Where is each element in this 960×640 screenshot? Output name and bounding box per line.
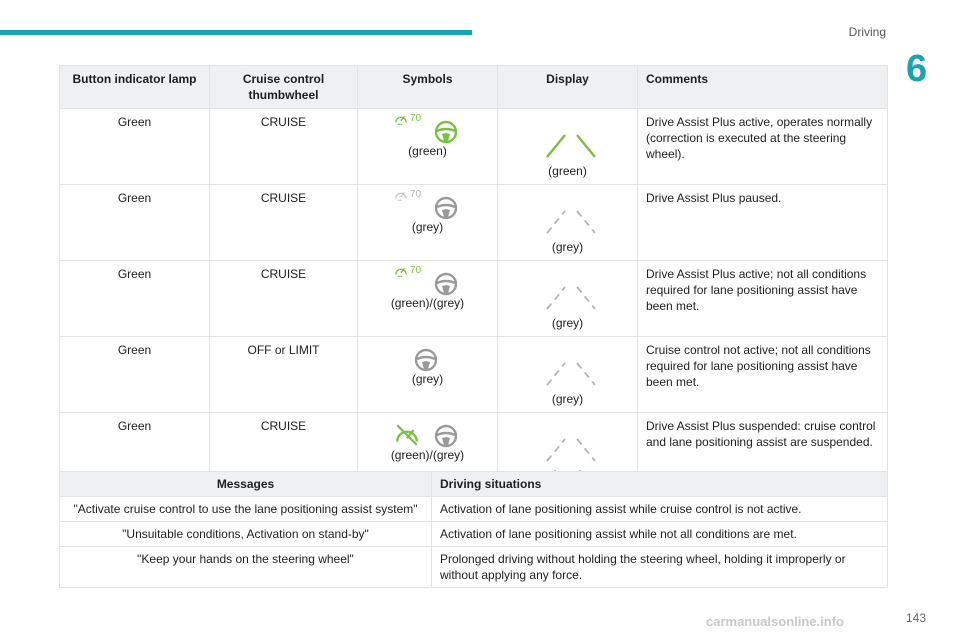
display-caption: (grey): [551, 392, 584, 406]
symbol-caption: (grey): [411, 372, 444, 386]
thumbwheel-cell: OFF or LIMIT: [210, 337, 358, 413]
cruise-control-icon: [394, 188, 408, 202]
indicator-table-header: [60, 66, 888, 109]
thumbwheel-cell: CRUISE: [210, 185, 358, 261]
header-symbols: Symbols: [358, 66, 498, 109]
symbols-cell: [358, 261, 498, 337]
display-caption: (grey): [551, 240, 584, 254]
header-button-indicator-lamp: Button indicator lamp: [60, 66, 210, 109]
lamp-cell: Green: [60, 413, 210, 489]
message-cell: "Keep your hands on the steering wheel": [60, 547, 432, 588]
lamp-cell: Green: [60, 337, 210, 413]
comment-cell: Drive Assist Plus paused.: [638, 185, 888, 261]
set-speed-label: 70: [410, 189, 422, 200]
table-row: [60, 497, 888, 522]
table-row: [60, 109, 888, 185]
lane-markings-icon: [533, 197, 603, 235]
display-cell: [498, 261, 638, 337]
header-accent-bar: [0, 30, 472, 35]
header-driving-situations: Driving situations: [432, 472, 888, 497]
comment-cell: Cruise control not active; not all conditions required for lane positioning assist have been met.: [638, 337, 888, 413]
set-speed-label: 70: [410, 265, 422, 276]
symbol-caption: (green): [408, 144, 447, 158]
chapter-number: 6: [906, 48, 928, 90]
page-number: 143: [905, 611, 926, 625]
display-cell: [498, 109, 638, 185]
situation-cell: Prolonged driving without holding the steering wheel, holding it improperly or without applying any force.: [432, 547, 888, 588]
lane-markings-icon: [533, 273, 603, 311]
watermark: carmanualsonline.info: [706, 614, 844, 629]
display-cell: [498, 185, 638, 261]
symbol-caption: (grey): [411, 220, 444, 234]
display-cell: [498, 337, 638, 413]
table-row: [60, 185, 888, 261]
header-cruise-control-thumbwheel: Cruise control thumbwheel: [210, 66, 358, 109]
lamp-cell: Green: [60, 109, 210, 185]
steering-wheel-icon: [414, 348, 438, 372]
header-comments: Comments: [638, 66, 888, 109]
indicator-table: [59, 65, 888, 489]
comment-cell: Drive Assist Plus suspended: cruise control and lane positioning assist are suspended.: [638, 413, 888, 489]
steering-wheel-icon: [434, 272, 458, 296]
comment-cell: Drive Assist Plus active, operates normally (correction is executed at the steering wheel).: [638, 109, 888, 185]
lamp-cell: Green: [60, 185, 210, 261]
cruise-control-icon: [394, 264, 408, 278]
table-row: [60, 522, 888, 547]
header-display: Display: [498, 66, 638, 109]
thumbwheel-cell: CRUISE: [210, 413, 358, 489]
messages-table: [59, 471, 888, 588]
steering-wheel-icon: [434, 196, 458, 220]
table-row: [60, 337, 888, 413]
display-caption: (grey): [551, 316, 584, 330]
symbols-cell: [358, 109, 498, 185]
lamp-cell: Green: [60, 261, 210, 337]
table-row: [60, 547, 888, 588]
symbol-caption: (green)/(grey): [390, 448, 465, 462]
messages-table-header: [60, 472, 888, 497]
header-messages: Messages: [60, 472, 432, 497]
cruise-control-icon: [394, 112, 408, 126]
symbols-cell: [358, 337, 498, 413]
steering-wheel-icon: [434, 424, 458, 448]
lane-markings-icon: [533, 349, 603, 387]
symbols-cell: [358, 185, 498, 261]
message-cell: "Activate cruise control to use the lane positioning assist system": [60, 497, 432, 522]
message-cell: "Unsuitable conditions, Activation on stand-by": [60, 522, 432, 547]
symbol-caption: (green)/(grey): [390, 296, 465, 310]
situation-cell: Activation of lane positioning assist while not all conditions are met.: [432, 522, 888, 547]
thumbwheel-cell: CRUISE: [210, 109, 358, 185]
table-row: [60, 261, 888, 337]
section-label: Driving: [848, 25, 886, 39]
situation-cell: Activation of lane positioning assist while cruise control is not active.: [432, 497, 888, 522]
thumbwheel-cell: CRUISE: [210, 261, 358, 337]
lane-markings-icon: [533, 121, 603, 159]
display-caption: (green): [548, 164, 587, 178]
set-speed-label: 70: [410, 113, 422, 124]
steering-wheel-icon: [434, 120, 458, 144]
comment-cell: Drive Assist Plus active; not all conditions required for lane positioning assist have been met.: [638, 261, 888, 337]
cruise-suspended-icon: [394, 422, 420, 448]
lane-markings-icon: [533, 425, 603, 463]
